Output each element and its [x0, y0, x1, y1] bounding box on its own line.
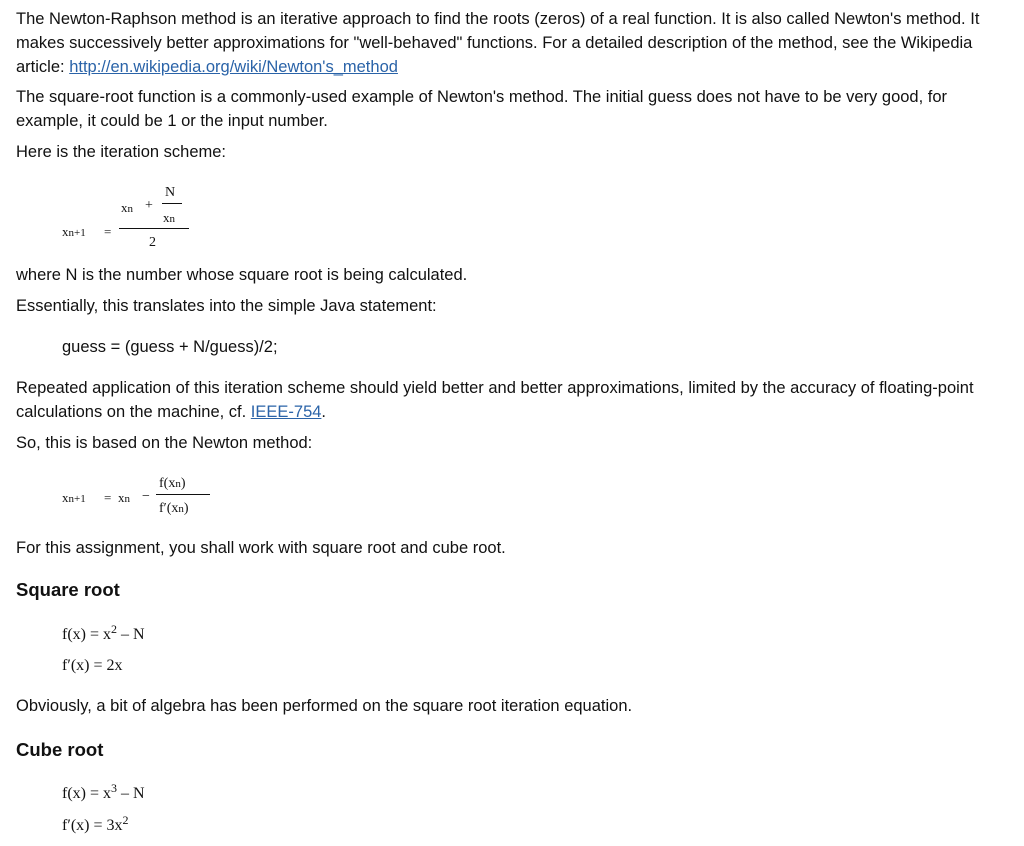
intro-paragraph	[16, 7, 1006, 79]
repeated-text: Repeated application of this iteration scheme should yield better and better approximations, limited by the accuracy of floating-point calculations on the machine, cf.	[16, 379, 974, 421]
formula1-equals: =	[104, 224, 112, 239]
iteration-scheme-label: Here is the iteration scheme:	[16, 143, 227, 161]
intro-text: The Newton-Raphson method is an iterative approach to find the roots (zeros) of a real function. It is also called Newton's method. It makes successively better approximations for "well-behaved" functions. For a detailed description of the method, see the Wikipedia article:	[16, 10, 980, 76]
ieee-754-link[interactable]: IEEE-754	[250, 403, 322, 421]
square-root-derivative: f′(x) = 2x	[62, 657, 123, 674]
wikipedia-link[interactable]: http://en.wikipedia.org/wiki/Newton's_method	[69, 58, 398, 76]
formula1-plus: +	[145, 198, 153, 213]
iteration-formula	[16, 176, 316, 256]
repeated-tail: .	[321, 403, 327, 421]
cube-root-derivative: $f'(x) = 3x^2$	[62, 813, 129, 834]
based-on-newton-paragraph: So, this is based on the Newton method:	[16, 434, 313, 452]
repeated-application-paragraph	[16, 376, 1006, 424]
formula2-numerator: f(xn)	[159, 476, 186, 491]
java-code-statement: guess = (guess + N/guess)/2;	[62, 338, 278, 356]
java-intro-paragraph: Essentially, this translates into the simple Java statement:	[16, 297, 437, 315]
sqrt-example-paragraph: The square-root function is a commonly-used example of Newton's method. The initial guess does not have to be very good, for example, it could be 1 or the input number.	[16, 88, 948, 130]
newton-formula	[16, 466, 316, 526]
formula1-inner-denominator: xn	[163, 210, 175, 225]
cube-root-function: $f(x) = x^3 - N$	[62, 781, 145, 802]
algebra-paragraph: Obviously, a bit of algebra has been performed on the square root iteration equation.	[16, 697, 633, 715]
assignment-paragraph: For this assignment, you shall work with square root and cube root.	[16, 539, 506, 557]
formula1-main-fraction-line	[119, 228, 189, 229]
formula2-equals: =	[104, 490, 112, 505]
square-root-function: $f(x) = x^2 - N$	[62, 622, 145, 643]
formula1-numerator-n: N	[165, 185, 176, 200]
formula1-denominator-two: 2	[149, 235, 156, 250]
formula2-xn: xn	[118, 490, 130, 505]
formula1-lhs: xn+1	[62, 224, 86, 239]
formula2-lhs: xn+1	[62, 490, 86, 505]
formula1-xn: xn	[121, 200, 133, 215]
square-root-heading: Square root	[16, 579, 120, 600]
formula2-fraction-line	[156, 494, 210, 495]
cube-root-heading: Cube root	[16, 739, 104, 760]
where-n-paragraph: where N is the number whose square root is being calculated.	[16, 266, 468, 284]
formula2-minus: −	[142, 489, 150, 504]
formula1-inner-fraction-line	[162, 203, 182, 204]
formula2-denominator: f′(xn)	[159, 501, 189, 516]
